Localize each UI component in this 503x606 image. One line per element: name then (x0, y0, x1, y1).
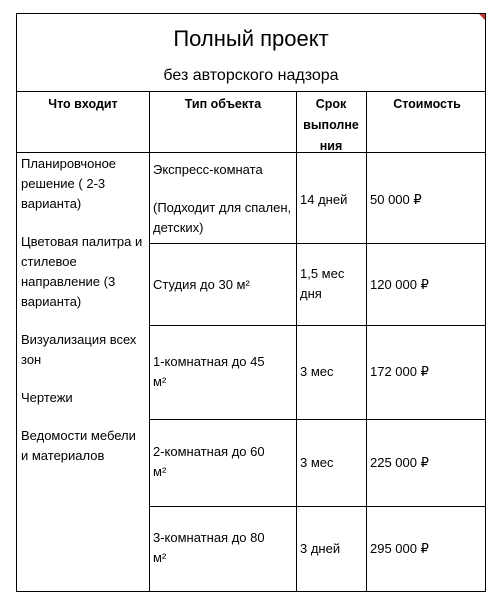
row-divider (149, 325, 485, 326)
included-list (21, 154, 145, 484)
included-item: Визуализация всех зон (21, 332, 137, 367)
column-divider (366, 92, 367, 591)
duration-cell: 1,5 мес дня (300, 266, 345, 301)
price-cell: 172 000 ₽ (370, 364, 429, 379)
duration-cell: 3 мес (300, 455, 334, 470)
duration-cell: 14 дней (300, 192, 348, 207)
header-price: Стоимость (393, 97, 461, 111)
row-divider (149, 243, 485, 244)
header-object-type: Тип объекта (184, 97, 262, 111)
object-type-cell: Студия до 30 м² (153, 277, 250, 292)
object-type-note: (Подходит для спален, детских) (153, 200, 292, 235)
row-divider (149, 419, 485, 420)
header-duration: Срок выполне ния (303, 97, 359, 153)
table-title: Полный проект (173, 26, 329, 51)
object-type-cell: 3-комнатная до 80 м² (153, 530, 265, 565)
column-divider (149, 92, 150, 591)
price-table (16, 13, 486, 592)
table-subtitle: без авторского надзора (163, 67, 339, 84)
included-item: Планировчоное решение ( 2-3 варианта) (21, 156, 117, 211)
object-type-name: Экспресс-комната (153, 162, 263, 177)
included-item: Ведомости мебели и материалов (21, 428, 136, 463)
column-divider (296, 92, 297, 591)
duration-cell: 3 дней (300, 541, 341, 556)
price-cell: 120 000 ₽ (370, 277, 429, 292)
price-cell: 295 000 ₽ (370, 541, 429, 556)
object-type-cell: 1-комнатная до 45 м² (153, 354, 265, 389)
header-row-divider (17, 152, 485, 153)
duration-cell: 3 мес (300, 364, 334, 379)
object-type-cell (153, 160, 293, 238)
header-included: Что входит (48, 97, 118, 111)
title-block (17, 14, 485, 92)
price-cell: 50 000 ₽ (370, 192, 422, 207)
object-type-cell: 2-комнатная до 60 м² (153, 444, 265, 479)
price-cell: 225 000 ₽ (370, 455, 429, 470)
included-item: Цветовая палитра и стилевое направление (3 варианта) (21, 234, 143, 309)
row-divider (149, 506, 485, 507)
included-item: Чертежи (21, 390, 73, 405)
